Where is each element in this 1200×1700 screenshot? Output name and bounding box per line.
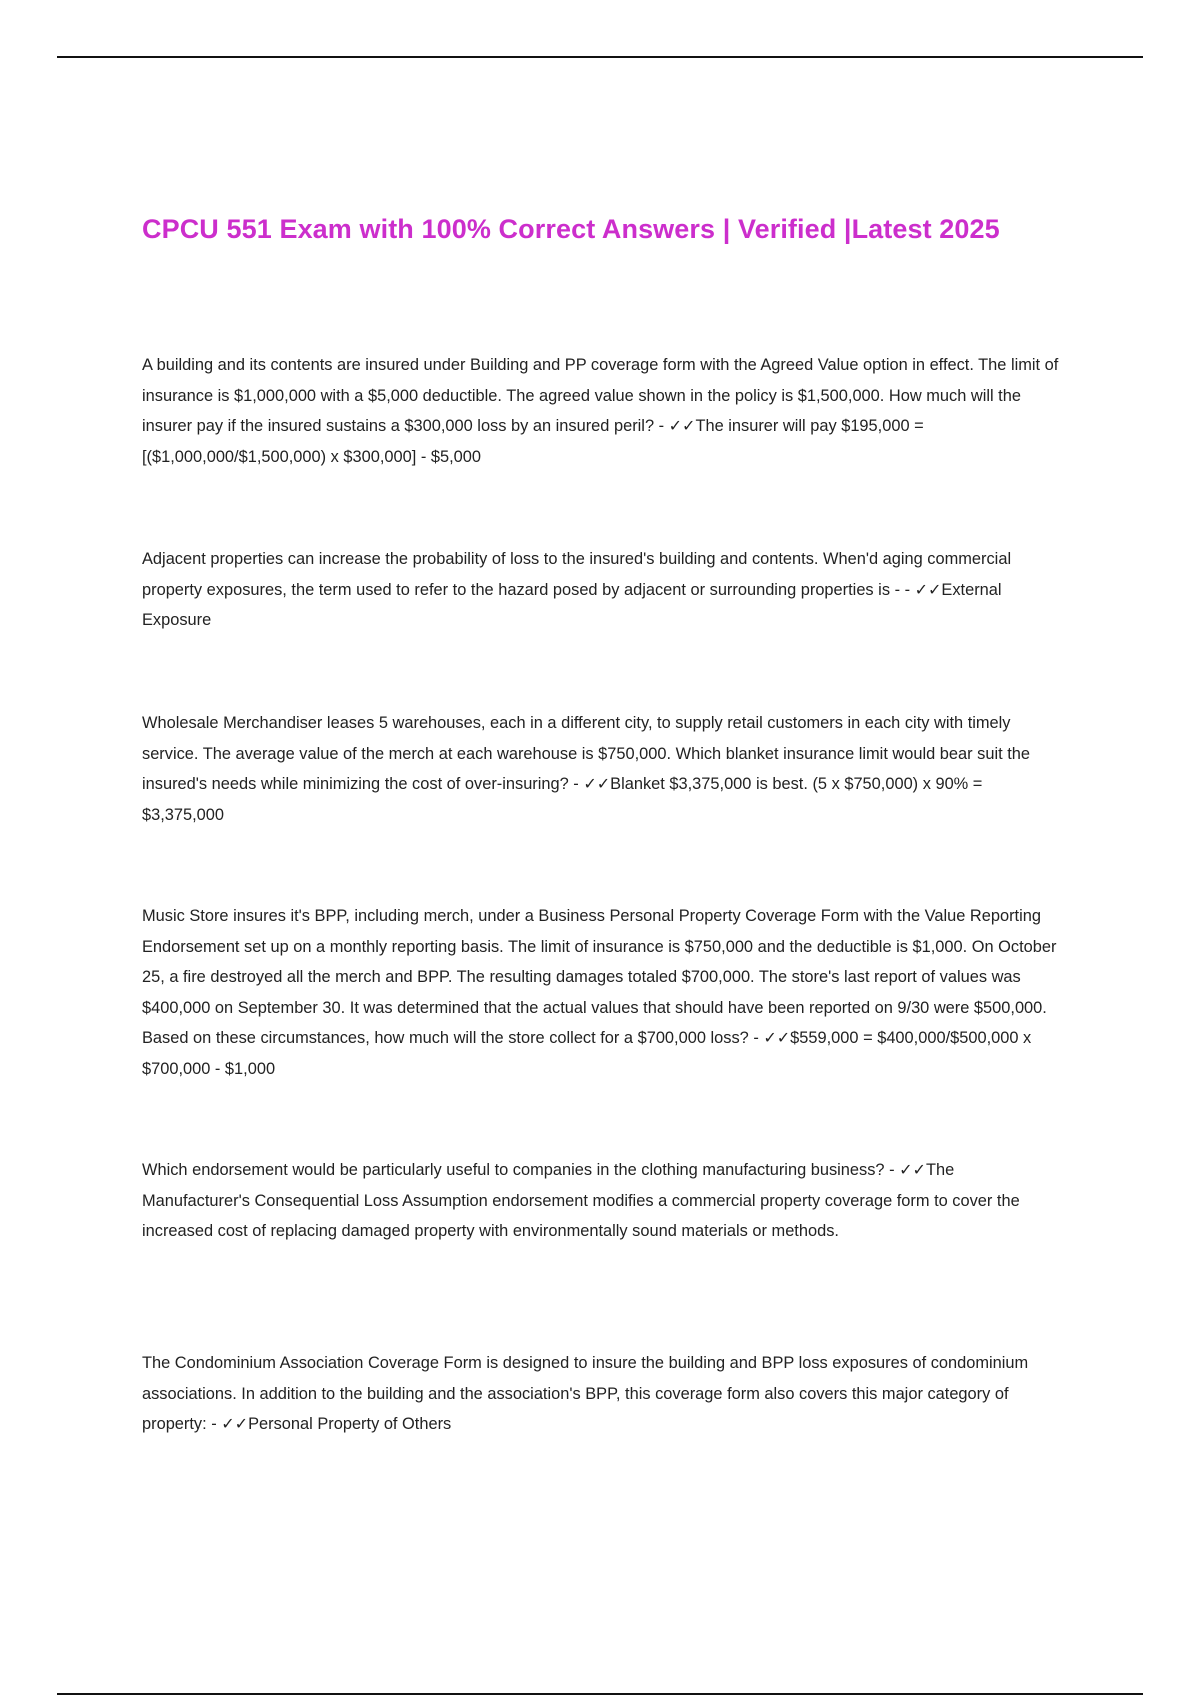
question-text: A building and its contents are insured under Building and PP coverage form with the Agreed Value option in effect. The limit of insurance is $1,000,000 with a $5,000 deductible. The agreed value shown in the policy is $1,500,000. How much will the insurer pay if the insured sustains a $300,000 loss by an insured peril? - <box>142 356 1059 435</box>
qa-item <box>142 901 1062 1084</box>
question-text: Which endorsement would be particularly useful to companies in the clothing manufacturing business? - <box>142 1161 895 1179</box>
double-check-icon: ✓✓ <box>763 1028 791 1047</box>
double-check-icon: ✓✓ <box>583 774 611 793</box>
double-check-icon: ✓✓ <box>899 1160 926 1179</box>
answer-text: Personal Property of Others <box>248 1415 452 1433</box>
qa-item <box>142 544 1062 636</box>
answer-text: The insurer will pay $195,000 = [($1,000,000/$1,500,000) x $300,000] - $5,000 <box>142 417 924 466</box>
qa-item <box>142 1348 1062 1440</box>
question-text: The Condominium Association Coverage Form is designed to insure the building and BPP loss exposures of condominium associations. In addition to the building and the association's BPP, this coverage form also covers this major category of property: - <box>142 1354 1029 1433</box>
answer-text: Blanket $3,375,000 is best. (5 x $750,000) x 90% = $3,375,000 <box>142 775 983 824</box>
document-title: CPCU 551 Exam with 100% Correct Answers | Verified |Latest 2025 <box>142 214 1000 244</box>
bottom-rule <box>57 1693 1143 1695</box>
qa-item <box>142 708 1062 830</box>
answer-text: $559,000 = $400,000/$500,000 x $700,000 - $1,000 <box>142 1029 1032 1078</box>
qa-item <box>142 1155 1062 1247</box>
question-text: Adjacent properties can increase the probability of loss to the insured's building and contents. When'd aging commercial property exposures, the term used to refer to the hazard posed by adjacent or surrounding properties is - - <box>142 550 1012 599</box>
question-text: Wholesale Merchandiser leases 5 warehouses, each in a different city, to supply retail customers in each city with timely service. The average value of the merch at each warehouse is $750,000. Which blanket insurance limit would bear suit the insured's needs while minimizing the cost of over-insuring? - <box>142 714 1031 793</box>
qa-item <box>142 350 1062 472</box>
answer-text: The Manufacturer's Consequential Loss Assumption endorsement modifies a commercial property coverage form to cover the increased cost of replacing damaged property with environmentally sound materials or methods. <box>142 1161 1020 1240</box>
question-text: Music Store insures it's BPP, including merch, under a Business Personal Property Coverage Form with the Value Reporting Endorsement set up on a monthly reporting basis. The limit of insurance is $750,000 and the deductible is $1,000. On October 25, a fire destroyed all the merch and BPP. The resulting damages totaled $700,000. The store's last report of values was $400,000 on September 30. It was determined that the actual values that should have been reported on 9/30 were $500,000. Based on these circumstances, how much will the store collect for a $700,000 loss? - <box>142 907 1057 1047</box>
top-rule <box>57 56 1143 58</box>
double-check-icon: ✓✓ <box>221 1414 249 1433</box>
double-check-icon: ✓✓ <box>668 416 696 435</box>
double-check-icon: ✓✓ <box>914 579 942 599</box>
answer-text: External Exposure <box>142 580 1002 629</box>
